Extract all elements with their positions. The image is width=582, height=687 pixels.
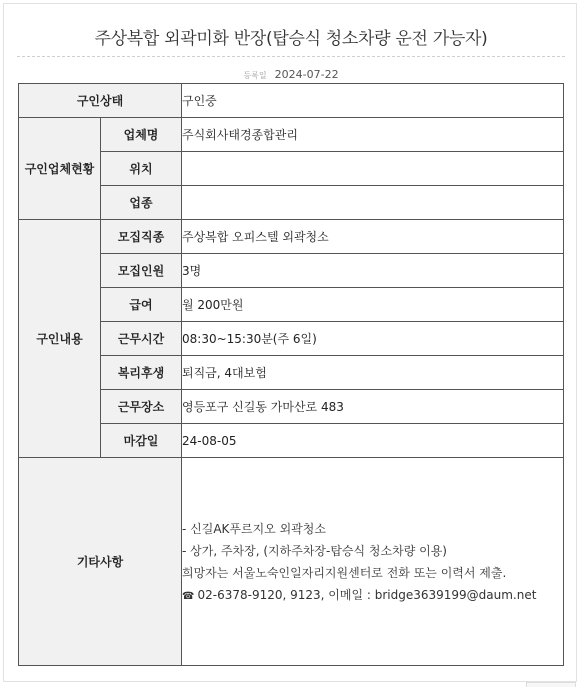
job-type-label: 모집직종 <box>101 220 182 254</box>
table-row <box>19 118 564 152</box>
workplace-value: 영등포구 신길동 가마산로 483 <box>182 390 564 424</box>
salary-value: 월 200만원 <box>182 288 564 322</box>
status-row <box>19 84 564 118</box>
contact-text: 02-6378-9120, 9123, 이메일 : bridge3639199@daum.net <box>197 587 537 602</box>
table-row <box>19 424 564 458</box>
note-line: 희망자는 서울노숙인일자리지원센터로 전화 또는 이력서 제출. <box>182 565 507 580</box>
phone-icon: ☎ <box>182 590 195 602</box>
table-row <box>19 288 564 322</box>
table-row <box>19 254 564 288</box>
location-label: 위치 <box>101 152 182 186</box>
company-name-label: 업체명 <box>101 118 182 152</box>
job-type-value: 주상복합 오피스텔 외곽청소 <box>182 220 564 254</box>
benefits-value: 퇴직금, 4대보험 <box>182 356 564 390</box>
location-value <box>182 152 564 186</box>
job-info-table <box>18 83 564 666</box>
contact-line <box>182 584 563 606</box>
date-value: 2024-07-22 <box>274 68 339 81</box>
note-line: - 신길AK푸르지오 외곽청소 <box>182 521 326 536</box>
date-row <box>0 63 582 82</box>
page-title: 주상복합 외곽미화 반장(탑승식 청소차량 운전 가능자) <box>94 29 488 49</box>
notes-content <box>182 458 564 666</box>
headcount-label: 모집인원 <box>101 254 182 288</box>
table-row <box>19 322 564 356</box>
table-row <box>19 152 564 186</box>
work-hours-label: 근무시간 <box>101 322 182 356</box>
deadline-value: 24-08-05 <box>182 424 564 458</box>
industry-value <box>182 186 564 220</box>
notes-row <box>19 458 564 666</box>
recruit-group-label: 구인내용 <box>19 220 101 458</box>
corner-tab <box>526 682 576 687</box>
table-row <box>19 220 564 254</box>
workplace-label: 근무장소 <box>101 390 182 424</box>
title-divider <box>17 56 565 57</box>
note-line: - 상가, 주차장, (지하주차장-탑승식 청소차량 이용) <box>182 543 447 558</box>
company-name-value: 주식회사태경종합관리 <box>182 118 564 152</box>
company-group-label: 구인업체현황 <box>19 118 101 220</box>
deadline-label: 마감일 <box>101 424 182 458</box>
table-row <box>19 186 564 220</box>
salary-label: 급여 <box>101 288 182 322</box>
benefits-label: 복리후생 <box>101 356 182 390</box>
headcount-value: 3명 <box>182 254 564 288</box>
status-value: 구인중 <box>182 84 564 118</box>
work-hours-value: 08:30~15:30분(주 6일) <box>182 322 564 356</box>
table-row <box>19 390 564 424</box>
table-row <box>19 356 564 390</box>
date-label: 등록일 <box>243 71 267 80</box>
status-label: 구인상태 <box>19 84 182 118</box>
notes-label: 기타사항 <box>19 458 182 666</box>
industry-label: 업종 <box>101 186 182 220</box>
